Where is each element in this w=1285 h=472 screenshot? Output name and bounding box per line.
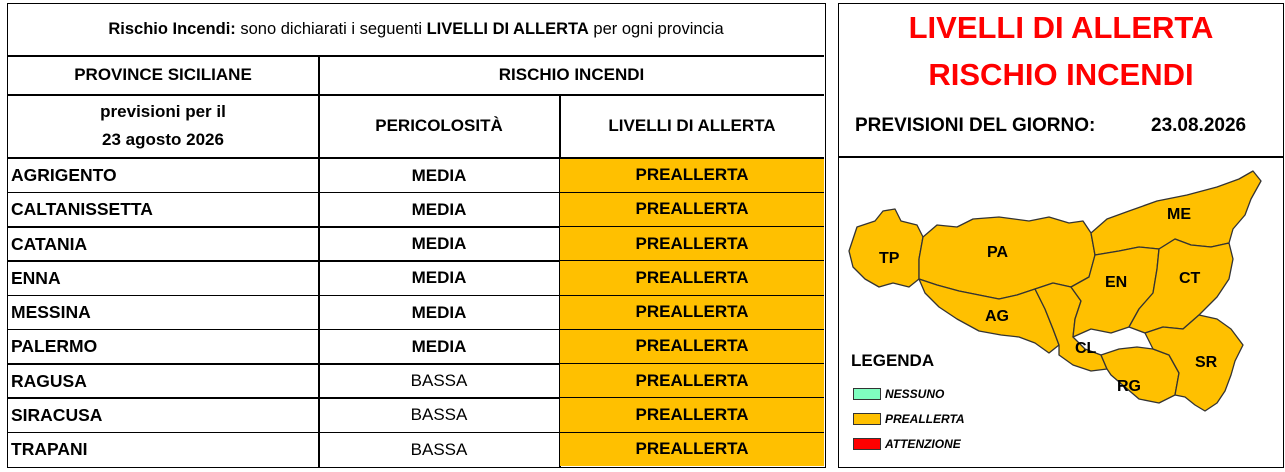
panel-title-line1: LIVELLI DI ALLERTA — [908, 10, 1214, 45]
map-label-ct: CT — [1179, 270, 1201, 287]
intro-text: sono dichiarati i seguenti — [235, 20, 427, 38]
row-danger: MEDIA — [411, 302, 467, 322]
row-danger: MEDIA — [411, 199, 467, 219]
row-danger: MEDIA — [411, 336, 467, 356]
summary-panel — [838, 3, 1284, 468]
row-danger: MEDIA — [411, 268, 467, 288]
row-province: MESSINA — [11, 302, 91, 323]
forecast-line1: previsioni per il — [100, 102, 226, 121]
legend-item-preallerta — [853, 412, 965, 426]
row-alert: PREALLERTA — [560, 261, 824, 294]
map-label-rg: RG — [1117, 378, 1141, 395]
row-danger: MEDIA — [411, 165, 467, 185]
row-province: RAGUSA — [11, 370, 87, 391]
intro-bold: Rischio Incendi: — [108, 20, 236, 38]
row-alert: PREALLERTA — [560, 364, 824, 397]
map-label-en: EN — [1105, 274, 1128, 291]
col-alert-header: LIVELLI DI ALLERTA — [608, 116, 776, 135]
row-danger: BASSA — [410, 371, 468, 391]
forecast-date: 23.08.2026 — [1151, 115, 1247, 136]
row-province: AGRIGENTO — [11, 165, 117, 186]
forecast-date-header — [8, 95, 318, 157]
row-alert: PREALLERTA — [560, 193, 824, 226]
row-alert: PREALLERTA — [560, 330, 824, 363]
row-province: ENNA — [11, 267, 61, 288]
table-intro — [8, 4, 824, 55]
col-risk-group-header: RISCHIO INCENDI — [498, 65, 645, 84]
forecast-line2: 23 agosto 2026 — [102, 130, 224, 149]
intro-bold2: LIVELLI DI ALLERTA — [426, 20, 589, 38]
row-danger: MEDIA — [411, 234, 467, 254]
province-tp — [849, 209, 923, 287]
legend-label-nessuno: NESSUNO — [885, 387, 945, 401]
legend-swatch-nessuno — [853, 388, 881, 400]
legend-item-attenzione — [853, 437, 961, 451]
legend-label-preallerta: PREALLERTA — [885, 412, 965, 426]
row-province: CALTANISSETTA — [11, 199, 153, 220]
map-label-ag: AG — [985, 308, 1009, 325]
intro-text2: per ogni provincia — [588, 20, 724, 38]
row-alert: PREALLERTA — [560, 398, 824, 431]
legend-swatch-attenzione — [853, 438, 881, 450]
col-province-header: PROVINCE SICILIANE — [74, 65, 252, 84]
row-province: SIRACUSA — [11, 404, 103, 425]
row-province: CATANIA — [11, 233, 88, 254]
col-danger-header: PERICOLOSITÀ — [375, 116, 503, 135]
alert-table — [7, 3, 826, 468]
row-province: PALERMO — [11, 336, 98, 357]
map-label-pa: PA — [987, 244, 1009, 261]
row-alert: PREALLERTA — [560, 433, 824, 466]
legend-swatch-preallerta — [853, 413, 881, 425]
map-label-cl: CL — [1075, 340, 1097, 357]
forecast-label: PREVISIONI DEL GIORNO: — [855, 115, 1096, 136]
row-alert: PREALLERTA — [560, 159, 824, 192]
row-danger: BASSA — [410, 439, 468, 459]
legend-item-nessuno — [853, 387, 944, 401]
row-danger: BASSA — [410, 405, 468, 425]
map-label-tp: TP — [879, 250, 900, 267]
map-label-sr: SR — [1195, 354, 1218, 371]
row-province: TRAPANI — [11, 439, 88, 460]
legend-title: LEGENDA — [851, 351, 935, 370]
row-alert: PREALLERTA — [560, 296, 824, 329]
legend-label-attenzione: ATTENZIONE — [885, 437, 961, 451]
map-label-me: ME — [1167, 206, 1191, 223]
row-alert: PREALLERTA — [560, 227, 824, 260]
panel-title-line2: RISCHIO INCENDI — [928, 57, 1194, 92]
